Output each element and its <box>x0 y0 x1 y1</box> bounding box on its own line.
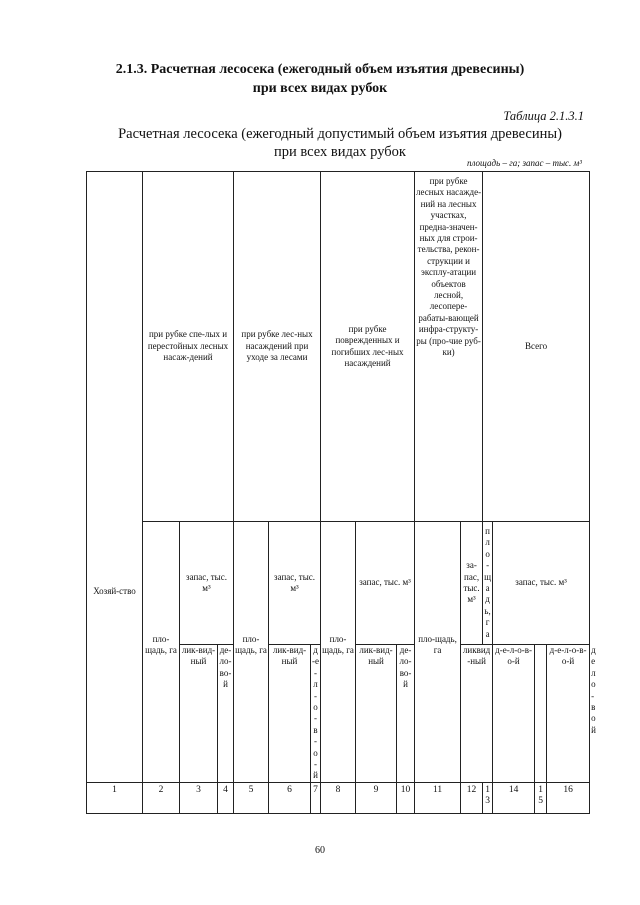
column-number: 7 <box>311 783 321 814</box>
liquid-header-2: лик-вид-ный <box>269 645 311 783</box>
business-header-3: де-ло-во-й <box>397 645 415 783</box>
stock-header-3: запас, тыс. м³ <box>356 522 415 645</box>
column-number: 14 <box>493 783 535 814</box>
area-header-4: пло-щадь, га <box>415 522 461 783</box>
col-header-thinning: при рубке лес-ных насаждений при уходе за лесами <box>234 172 321 522</box>
table-caption-line1: Расчетная лесосека (ежегодный допустимый объем изъятия древесины) <box>118 126 562 142</box>
stock-header-5: запас, тыс. м³ <box>493 522 590 645</box>
stock-header-1: запас, тыс. м³ <box>180 522 234 645</box>
column-number: 2 <box>143 783 180 814</box>
column-number: 3 <box>180 783 218 814</box>
column-number: 6 <box>269 783 311 814</box>
liquid-header-4: ликвид-ный <box>461 645 493 783</box>
column-number: 10 <box>397 783 415 814</box>
column-number: 9 <box>356 783 397 814</box>
column-number: 4 <box>218 783 234 814</box>
area-header-5: пло-щадь, га <box>483 522 493 645</box>
column-number: 13 <box>483 783 493 814</box>
business-header-4: д-е-л-о-в-о-й <box>493 645 535 783</box>
column-number-row <box>87 783 590 814</box>
col-header-damaged: при рубке поврежденных и погибших лес-ных насаждений <box>321 172 415 522</box>
column-number: 12 <box>461 783 483 814</box>
column-number: 16 <box>547 783 590 814</box>
stock-header-4: за-пас, тыс. м³ <box>461 522 483 645</box>
page-number: 60 <box>315 845 325 856</box>
table-caption-line2: при всех видах рубок <box>274 144 406 160</box>
units-note: площадь – га; запас – тыс. м³ <box>467 158 582 168</box>
section-heading-line2: при всех видах рубок <box>252 81 388 96</box>
table-label: Таблица 2.1.3.1 <box>503 109 584 123</box>
forest-cutting-table: Хозяй-ство при рубке спе-лых и перестойных лесных насаж-дений при рубке лес-ных насаждений при уходе за лесами при рубке поврежденных и погибших лес-ных насаждений при рубке лесных насажде-ний на лесных участках, предна-значен-ных для строи-тельства, рекон-струкции и эксплу-атации объектов лесной, лесопере-рабаты-вающей инфра-структу-ры (про-чие руб-ки) Всего пло-щадь, га запас, тыс. м³ пло-щадь, га запас, тыс. м³ пло-щадь, га запас, тыс. м³ пло-щадь, га за-пас, тыс. м³ пло-щадь, га запас, тыс. м³ лик-вид-ный де-ло-во-й лик-вид-ный д-е-л-о-в-о-й лик-вид-ный де-ло-во-й ликвид-ный д-е-л-о-в-о-й д-е-л-о-в-о-й дело-вой 1 2 3 4 5 6 7 8 9 10 11 12 13 14 15 16 <box>86 171 590 814</box>
section-heading <box>0 60 640 98</box>
col-header-farm: Хозяй-ство <box>87 172 143 783</box>
table-caption <box>0 125 640 161</box>
column-number: 11 <box>415 783 461 814</box>
liquid-header-5 <box>535 645 547 783</box>
stock-header-2: запас, тыс. м³ <box>269 522 321 645</box>
column-number: 8 <box>321 783 356 814</box>
business-header-2: д-е-л-о-в-о-й <box>311 645 321 783</box>
col-header-total: Всего <box>483 172 590 522</box>
area-header-3: пло-щадь, га <box>321 522 356 783</box>
liquid-header-1: лик-вид-ный <box>180 645 218 783</box>
area-header-2: пло-щадь, га <box>234 522 269 783</box>
col-header-mature: при рубке спе-лых и перестойных лесных насаж-дений <box>143 172 234 522</box>
col-header-other: при рубке лесных насажде-ний на лесных участках, предна-значен-ных для строи-тельства, рекон-струкции и эксплу-атации объектов лесной, лесопере-рабаты-вающей инфра-структу-ры (про-чие руб-ки) <box>415 172 483 522</box>
section-heading-line1: 2.1.3. Расчетная лесосека (ежегодный объем изъятия древесины) <box>115 62 525 77</box>
area-header-1: пло-щадь, га <box>143 522 180 783</box>
business-header-1: де-ло-во-й <box>218 645 234 783</box>
liquid-header-5b: д-е-л-о-в-о-й <box>547 645 590 783</box>
column-number: 1 <box>87 783 143 814</box>
column-number: 15 <box>535 783 547 814</box>
column-number: 5 <box>234 783 269 814</box>
liquid-header-3: лик-вид-ный <box>356 645 397 783</box>
